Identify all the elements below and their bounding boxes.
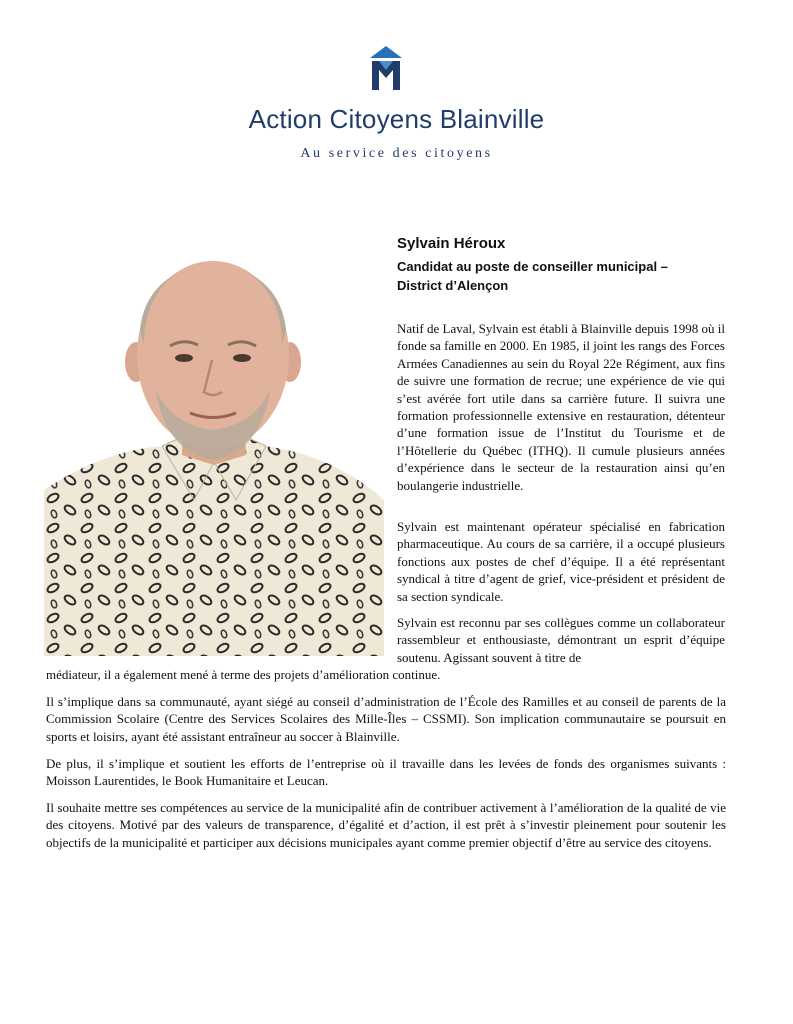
bio-paragraph-1: Natif de Laval, Sylvain est établi à Blainville depuis 1998 où il fonde sa famille en 2000. En 1985, il joint les rangs des Forces Armées Canadiennes au sein du Royal 22e Régiment, aux fins de suivre une formation de recrue; une expérience de vie qui s’est avérée fort utile dans sa carrière future. Il suivra une formation professionnelle extensive en restauration, détenteur d’une formation issue de l’Institut du Tourisme et de l’Hôtellerie du Québec (ITHQ). Il cumule plusieurs années d’expérience dans le secteur de la restauration ainsi qu’en boulangerie industrielle. [397, 321, 725, 493]
candidate-photo [44, 250, 384, 656]
bio-paragraph-5: De plus, il s’implique et soutient les efforts de l’entreprise où il travaille dans les levées de fonds des organismes suivants : Moisson Laurentides, le Book Humanitaire et Leucan. [46, 756, 726, 789]
candidate-role-line1: Candidat au poste de conseiller municipal – [397, 259, 668, 274]
candidate-role-line2: District d’Alençon [397, 278, 509, 293]
bio-paragraph-6: Il souhaite mettre ses compétences au service de la municipalité afin de contribuer activement à l’amélioration de la qualité de vie des citoyens. Motivé par des valeurs de transparence, d’égalité et d’action, il est prêt à s’investir pleinement pour soutenir les objectifs de la municipalité et participer aux décisions municipales ayant comme premier objectif d’être au service des citoyens. [46, 800, 726, 850]
bio-paragraph-3a: Sylvain est reconnu par ses collègues comme un collaborateur rassembleur et enthousiaste, démontrant un esprit d’équipe soutenu. Agissant souvent à titre de [397, 615, 725, 665]
bio-paragraph-4: Il s’implique dans sa communauté, ayant siégé au conseil d’administration de l’École des Ramilles et au conseil de parents de la Commission Scolaire (Centre des Services Scolaires des Mille-Îles – CSSMI). Son implication communautaire se poursuit en sports et loisirs, ayant été assistant entraîneur au soccer à Blainville. [46, 694, 726, 744]
candidate-name: Sylvain Héroux [397, 235, 506, 252]
acb-logo-icon [368, 46, 404, 90]
org-name: Action Citoyens Blainville [248, 104, 545, 134]
tagline: Au service des citoyens [300, 146, 493, 161]
bio-paragraph-2: Sylvain est maintenant opérateur spécialisé en fabrication pharmaceutique. Au cours de sa carrière, il a occupé plusieurs fonctions aux postes de chef d’équipe. Il a été représentant syndical à titre d’agent de grief, vice-président et président de sa section syndicale. [397, 519, 725, 604]
bio-paragraph-3b: médiateur, il a également mené à terme des projets d’amélioration continue. [46, 667, 441, 682]
candidate-role [397, 257, 727, 295]
